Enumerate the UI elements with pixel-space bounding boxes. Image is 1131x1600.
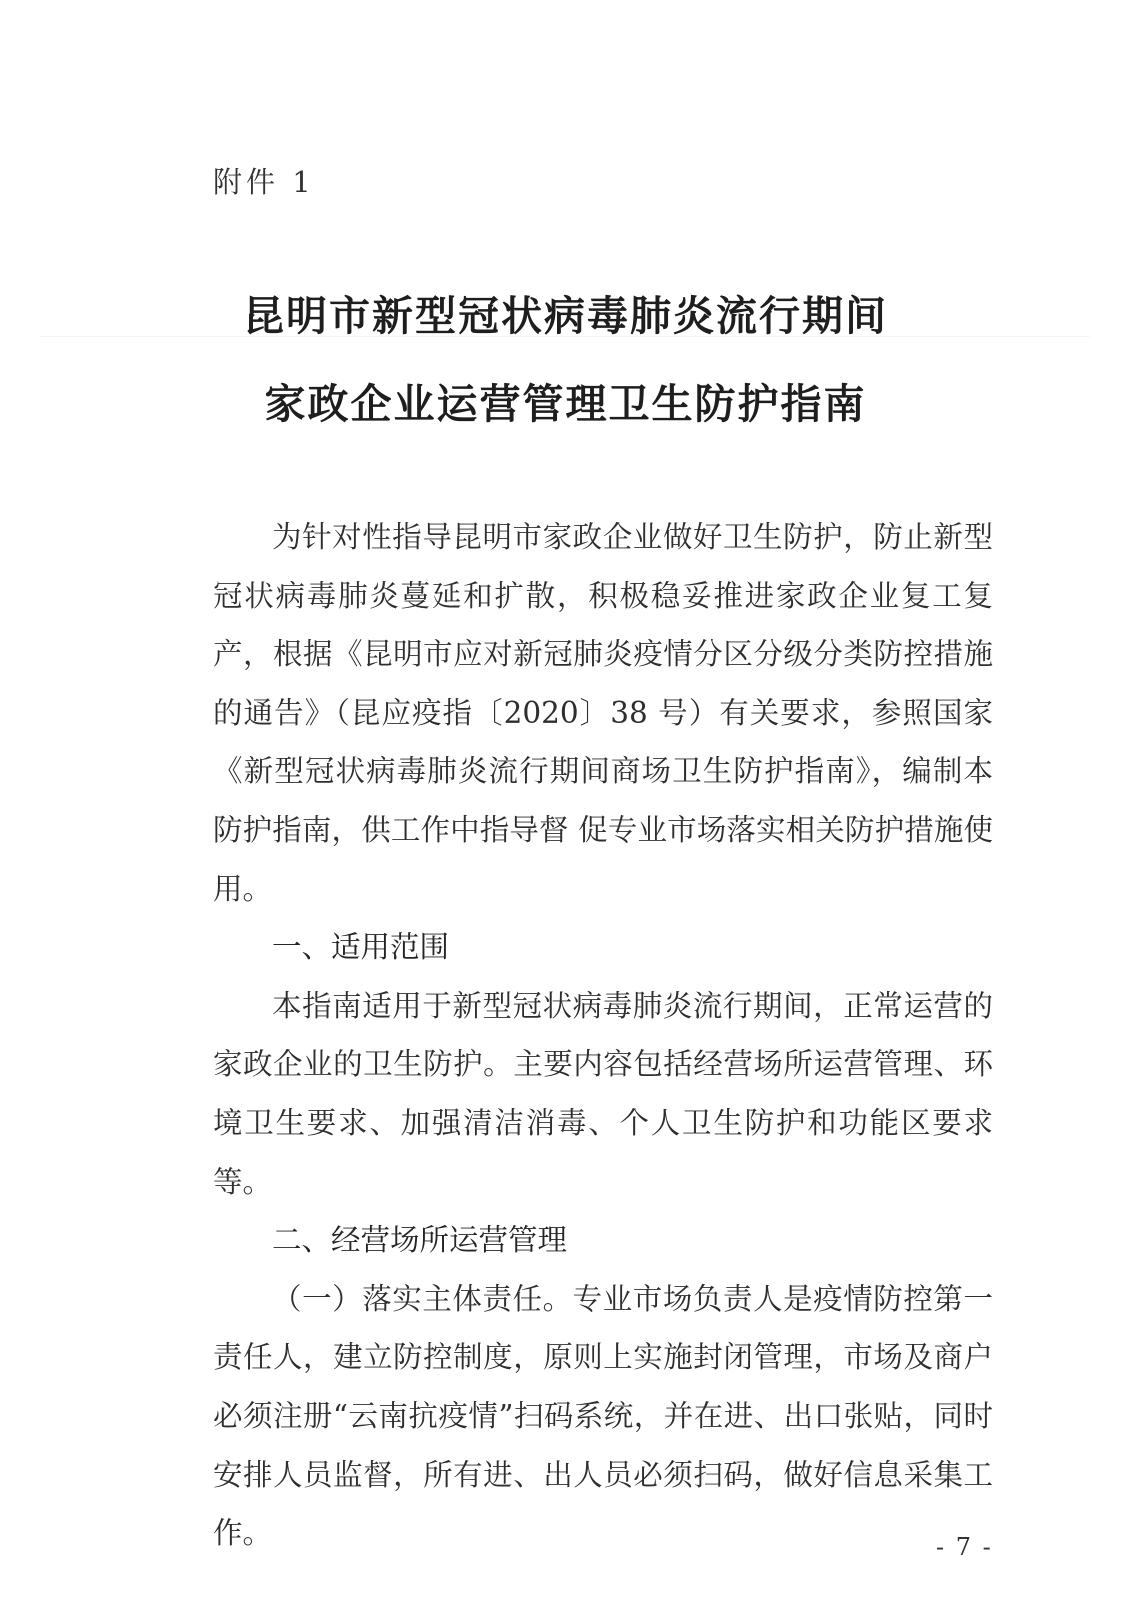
document-title-line-2: 家政企业运营管理卫生防护指南 (264, 380, 867, 428)
section-2-heading: 二、经营场所运营管理 (272, 1223, 568, 1258)
attachment-label: 附件 1 (213, 165, 315, 199)
document-body (213, 508, 993, 1563)
intro-paragraph: 为针对性指导昆明市家政企业做好卫生防护，防止新型冠状病毒肺炎蔓延和扩散，积极稳妥推进家政企业复工复产，根据《昆明市应对新冠肺炎疫情分区分级分类防控措施的通告》（昆应疫指〔2020〕38 号）有关要求，参照国家《新型冠状病毒肺炎流行期间商场卫生防护指南》，编制本防护指南，供工作中指导督 促专业市场落实相关防护措施使用。 (213, 520, 993, 906)
document-title-line-1: 昆明市新型冠状病毒肺炎流行期间 (243, 292, 888, 340)
section-2-item-1-paragraph: （一）落实主体责任。专业市场负责人是疫情防控第一责任人，建立防控制度，原则上实施封闭管理，市场及商户必须注册“云南抗疫情”扫码系统，并在进、出口张贴，同时安排人员监督，所有进、出人员必须扫码，做好信息采集工作。 (213, 1281, 993, 1551)
page-number: - 7 - (936, 1533, 993, 1561)
section-1-paragraph: 本指南适用于新型冠状病毒肺炎流行期间，正常运营的家政企业的卫生防护。主要内容包括经营场所运营管理、环境卫生要求、加强清洁消毒、个人卫生防护和功能区要求等。 (213, 988, 993, 1199)
section-1-heading: 一、适用范围 (272, 930, 450, 965)
